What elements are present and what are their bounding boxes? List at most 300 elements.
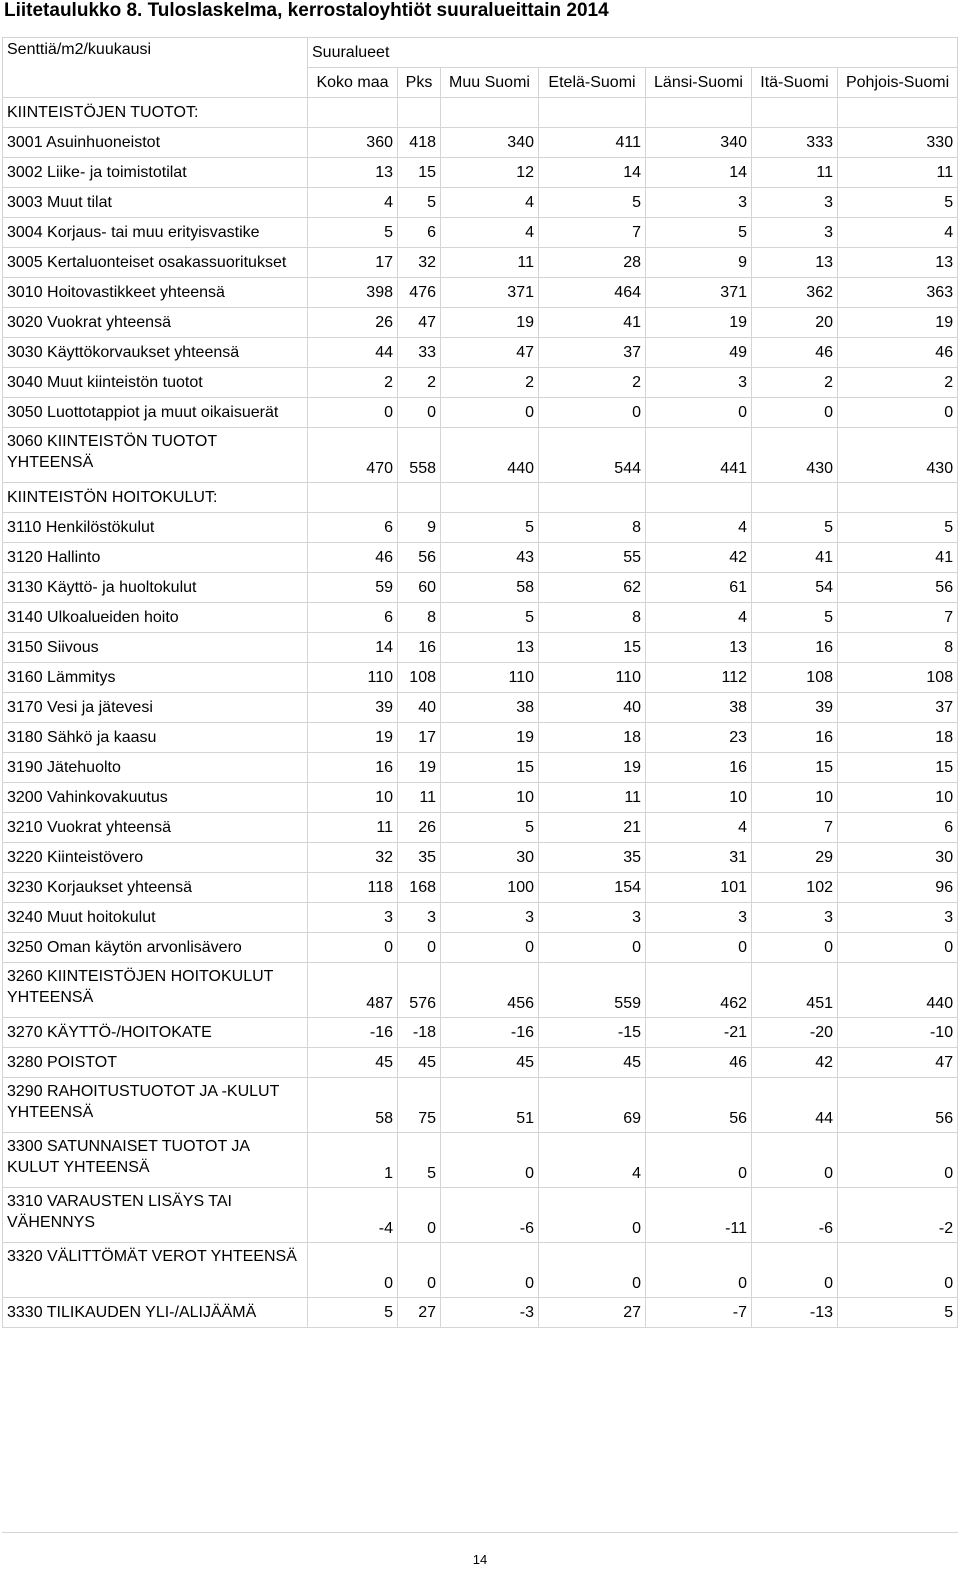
table-cell: 4 — [646, 813, 752, 843]
table-cell: 17 — [398, 723, 441, 753]
table-cell: 0 — [398, 1188, 441, 1243]
table-cell: 154 — [539, 873, 646, 903]
page-number: 14 — [472, 1552, 488, 1567]
table-cell: 7 — [539, 218, 646, 248]
row-label: 3060 KIINTEISTÖN TUOTOT YHTEENSÄ — [3, 428, 308, 483]
table-cell: 11 — [398, 783, 441, 813]
table-cell — [646, 98, 752, 128]
table-cell: 5 — [308, 1298, 398, 1328]
row-label: 3310 VARAUSTEN LISÄYS TAI VÄHENNYS — [3, 1188, 308, 1243]
table-cell: -20 — [752, 1018, 838, 1048]
row-label: 3120 Hallinto — [3, 543, 308, 573]
table-cell: 60 — [398, 573, 441, 603]
table-row — [3, 368, 958, 398]
table-row — [3, 483, 958, 513]
table-row — [3, 1078, 958, 1133]
table-cell: 0 — [441, 398, 539, 428]
table-cell: 10 — [838, 783, 958, 813]
table-cell: 10 — [308, 783, 398, 813]
income-statement-table — [2, 37, 958, 1328]
row-label: 3005 Kertaluonteiset osakassuoritukset — [3, 248, 308, 278]
table-cell: 58 — [308, 1078, 398, 1133]
table-cell: 49 — [646, 338, 752, 368]
table-cell — [398, 483, 441, 513]
table-cell: 462 — [646, 963, 752, 1018]
table-cell: 44 — [308, 338, 398, 368]
table-row — [3, 663, 958, 693]
table-cell: 56 — [646, 1078, 752, 1133]
table-cell: 0 — [838, 398, 958, 428]
table-cell: 440 — [838, 963, 958, 1018]
table-cell: 476 — [398, 278, 441, 308]
row-label: 3220 Kiinteistövero — [3, 843, 308, 873]
table-cell: 3 — [441, 903, 539, 933]
row-label: 3003 Muut tilat — [3, 188, 308, 218]
table-cell: 4 — [646, 513, 752, 543]
row-label: 3030 Käyttökorvaukset yhteensä — [3, 338, 308, 368]
unit-label: Senttiä/m2/kuukausi — [3, 38, 308, 98]
table-cell: 56 — [838, 1078, 958, 1133]
table-cell: 32 — [398, 248, 441, 278]
table-cell: 7 — [838, 603, 958, 633]
table-cell: 0 — [539, 1188, 646, 1243]
table-cell — [752, 98, 838, 128]
table-row — [3, 723, 958, 753]
table-cell: 0 — [752, 933, 838, 963]
group-label: Suuralueet — [308, 38, 958, 68]
table-cell: 8 — [539, 603, 646, 633]
table-cell: 360 — [308, 128, 398, 158]
table-row — [3, 1133, 958, 1188]
row-label: 3180 Sähkö ja kaasu — [3, 723, 308, 753]
table-cell — [441, 98, 539, 128]
table-cell: 0 — [441, 1243, 539, 1298]
table-cell: 14 — [308, 633, 398, 663]
table-cell: 45 — [539, 1048, 646, 1078]
row-label: 3170 Vesi ja jätevesi — [3, 693, 308, 723]
table-cell: -10 — [838, 1018, 958, 1048]
row-label: 3280 POISTOT — [3, 1048, 308, 1078]
table-cell: 102 — [752, 873, 838, 903]
table-cell: 0 — [308, 1243, 398, 1298]
row-label: 3290 RAHOITUSTUOTOT JA -KULUT YHTEENSÄ — [3, 1078, 308, 1133]
table-cell: 10 — [441, 783, 539, 813]
table-cell: 45 — [441, 1048, 539, 1078]
table-cell: 9 — [646, 248, 752, 278]
table-cell — [308, 98, 398, 128]
table-cell: 118 — [308, 873, 398, 903]
table-cell: -4 — [308, 1188, 398, 1243]
table-cell: 4 — [441, 188, 539, 218]
table-cell: 0 — [398, 398, 441, 428]
table-cell: 35 — [539, 843, 646, 873]
table-cell: 3 — [539, 903, 646, 933]
row-label: 3250 Oman käytön arvonlisävero — [3, 933, 308, 963]
row-label: 3050 Luottotappiot ja muut oikaisuerät — [3, 398, 308, 428]
table-cell: 0 — [646, 398, 752, 428]
table-row — [3, 218, 958, 248]
table-row — [3, 1018, 958, 1048]
table-cell: 0 — [539, 1243, 646, 1298]
table-cell: 0 — [838, 933, 958, 963]
table-row — [3, 128, 958, 158]
table-cell: 398 — [308, 278, 398, 308]
table-row — [3, 903, 958, 933]
table-cell: 13 — [646, 633, 752, 663]
table-cell: 363 — [838, 278, 958, 308]
table-cell: 487 — [308, 963, 398, 1018]
table-cell: 411 — [539, 128, 646, 158]
column-header: Itä-Suomi — [752, 68, 838, 98]
table-cell: 13 — [752, 248, 838, 278]
table-cell: 110 — [539, 663, 646, 693]
table-cell: 0 — [539, 398, 646, 428]
table-cell: 19 — [398, 753, 441, 783]
table-cell: 430 — [838, 428, 958, 483]
row-label: 3260 KIINTEISTÖJEN HOITOKULUT YHTEENSÄ — [3, 963, 308, 1018]
table-cell: 2 — [838, 368, 958, 398]
table-cell: 56 — [838, 573, 958, 603]
footer-divider — [2, 1532, 958, 1533]
table-cell: 0 — [539, 933, 646, 963]
table-cell: 11 — [441, 248, 539, 278]
table-cell: -13 — [752, 1298, 838, 1328]
table-cell: 19 — [308, 723, 398, 753]
table-cell: 5 — [838, 513, 958, 543]
table-cell: 3 — [646, 903, 752, 933]
table-cell: 0 — [398, 933, 441, 963]
table-cell: 3 — [398, 903, 441, 933]
table-cell — [539, 483, 646, 513]
table-row — [3, 308, 958, 338]
table-row — [3, 813, 958, 843]
table-cell: 69 — [539, 1078, 646, 1133]
table-cell: 41 — [752, 543, 838, 573]
row-label: 3270 KÄYTTÖ-/HOITOKATE — [3, 1018, 308, 1048]
table-row — [3, 1188, 958, 1243]
table-cell: -3 — [441, 1298, 539, 1328]
table-cell: 62 — [539, 573, 646, 603]
table-cell: 8 — [398, 603, 441, 633]
table-cell: -21 — [646, 1018, 752, 1048]
row-label: KIINTEISTÖN HOITOKULUT: — [3, 483, 308, 513]
table-cell: 19 — [539, 753, 646, 783]
table-cell: 51 — [441, 1078, 539, 1133]
table-cell: 46 — [308, 543, 398, 573]
table-row — [3, 398, 958, 428]
table-cell — [838, 483, 958, 513]
table-cell: 17 — [308, 248, 398, 278]
table-row — [3, 1243, 958, 1298]
table-cell: 59 — [308, 573, 398, 603]
table-cell: 4 — [539, 1133, 646, 1188]
table-cell: 0 — [646, 1133, 752, 1188]
table-cell: 54 — [752, 573, 838, 603]
table-cell: 4 — [308, 188, 398, 218]
table-cell: 46 — [838, 338, 958, 368]
table-cell: 5 — [752, 603, 838, 633]
column-header: Pohjois-Suomi — [838, 68, 958, 98]
row-label: 3110 Henkilöstökulut — [3, 513, 308, 543]
table-cell: 441 — [646, 428, 752, 483]
table-cell: 5 — [646, 218, 752, 248]
table-cell: 40 — [539, 693, 646, 723]
row-label: 3230 Korjaukset yhteensä — [3, 873, 308, 903]
column-header: Muu Suomi — [441, 68, 539, 98]
table-cell: 0 — [838, 1133, 958, 1188]
table-cell: 38 — [646, 693, 752, 723]
table-cell: 19 — [441, 723, 539, 753]
column-header: Pks — [398, 68, 441, 98]
table-cell: 39 — [308, 693, 398, 723]
table-cell: 108 — [752, 663, 838, 693]
table-cell: 11 — [838, 158, 958, 188]
table-cell: -7 — [646, 1298, 752, 1328]
column-header: Länsi-Suomi — [646, 68, 752, 98]
table-cell: -18 — [398, 1018, 441, 1048]
table-cell: 8 — [838, 633, 958, 663]
table-cell: 11 — [308, 813, 398, 843]
table-row — [3, 543, 958, 573]
row-label: 3300 SATUNNAISET TUOTOT JA KULUT YHTEENSÄ — [3, 1133, 308, 1188]
table-cell: 38 — [441, 693, 539, 723]
table-row — [3, 248, 958, 278]
table-cell: 371 — [646, 278, 752, 308]
table-cell: 440 — [441, 428, 539, 483]
table-cell: 61 — [646, 573, 752, 603]
table-cell: 333 — [752, 128, 838, 158]
table-cell: 26 — [398, 813, 441, 843]
table-cell — [752, 483, 838, 513]
table-cell: 6 — [308, 513, 398, 543]
table-cell: 6 — [398, 218, 441, 248]
table-cell: 4 — [441, 218, 539, 248]
table-cell: 5 — [398, 1133, 441, 1188]
table-cell: 21 — [539, 813, 646, 843]
table-cell: 27 — [398, 1298, 441, 1328]
table-cell: 14 — [646, 158, 752, 188]
table-cell: 42 — [752, 1048, 838, 1078]
table-cell: 10 — [646, 783, 752, 813]
table-body — [3, 98, 958, 1328]
table-cell: 42 — [646, 543, 752, 573]
table-cell: 0 — [441, 933, 539, 963]
table-cell: 46 — [646, 1048, 752, 1078]
row-label: 3010 Hoitovastikkeet yhteensä — [3, 278, 308, 308]
table-row — [3, 158, 958, 188]
table-cell: 30 — [441, 843, 539, 873]
table-row — [3, 1048, 958, 1078]
table-row — [3, 753, 958, 783]
table-cell: 5 — [398, 188, 441, 218]
table-cell: 13 — [838, 248, 958, 278]
table-cell: 9 — [398, 513, 441, 543]
table-cell: -16 — [308, 1018, 398, 1048]
table-cell: 28 — [539, 248, 646, 278]
table-cell: 2 — [398, 368, 441, 398]
table-row — [3, 1298, 958, 1328]
table-cell: 0 — [308, 398, 398, 428]
table-cell: 5 — [441, 513, 539, 543]
table-cell: 3 — [646, 188, 752, 218]
table-cell: 16 — [752, 723, 838, 753]
table-cell: 16 — [646, 753, 752, 783]
table-cell: 15 — [441, 753, 539, 783]
table-cell: 14 — [539, 158, 646, 188]
table-cell: -6 — [441, 1188, 539, 1243]
page-title: Liitetaulukko 8. Tuloslaskelma, kerrostaloyhtiöt suuralueittain 2014 — [4, 0, 609, 21]
table-cell: 340 — [441, 128, 539, 158]
table-cell: -16 — [441, 1018, 539, 1048]
table-cell: -6 — [752, 1188, 838, 1243]
table-cell: 3 — [752, 218, 838, 248]
table-cell: 16 — [308, 753, 398, 783]
table-cell: 37 — [838, 693, 958, 723]
table-cell: 464 — [539, 278, 646, 308]
table-cell: 100 — [441, 873, 539, 903]
table-cell: 8 — [539, 513, 646, 543]
table-row — [3, 933, 958, 963]
table-cell: 29 — [752, 843, 838, 873]
table-cell: 5 — [838, 188, 958, 218]
table-cell: 13 — [308, 158, 398, 188]
table-cell: 96 — [838, 873, 958, 903]
row-label: 3004 Korjaus- tai muu erityisvastike — [3, 218, 308, 248]
table-cell: 15 — [838, 753, 958, 783]
row-label: 3130 Käyttö- ja huoltokulut — [3, 573, 308, 603]
table-cell: 5 — [441, 603, 539, 633]
row-label: 3240 Muut hoitokulut — [3, 903, 308, 933]
table-cell: 47 — [441, 338, 539, 368]
table-cell: 15 — [539, 633, 646, 663]
row-label: 3160 Lämmitys — [3, 663, 308, 693]
table-row — [3, 843, 958, 873]
table-cell: 45 — [308, 1048, 398, 1078]
table-cell: 19 — [838, 308, 958, 338]
table-cell: 47 — [838, 1048, 958, 1078]
table-cell: 1 — [308, 1133, 398, 1188]
table-row — [3, 963, 958, 1018]
table-cell: 0 — [398, 1243, 441, 1298]
table-cell: 75 — [398, 1078, 441, 1133]
table-cell: 576 — [398, 963, 441, 1018]
table-cell: -11 — [646, 1188, 752, 1243]
table-cell: 430 — [752, 428, 838, 483]
table-cell: 451 — [752, 963, 838, 1018]
table-cell: -2 — [838, 1188, 958, 1243]
table-cell: 168 — [398, 873, 441, 903]
table-cell: 371 — [441, 278, 539, 308]
table-cell: 2 — [308, 368, 398, 398]
table-cell: 26 — [308, 308, 398, 338]
table-cell: 44 — [752, 1078, 838, 1133]
table-row — [3, 603, 958, 633]
row-label: KIINTEISTÖJEN TUOTOT: — [3, 98, 308, 128]
table-cell — [539, 98, 646, 128]
table-cell: 418 — [398, 128, 441, 158]
table-cell: 108 — [838, 663, 958, 693]
table-cell: 340 — [646, 128, 752, 158]
table-cell: 41 — [838, 543, 958, 573]
row-label: 3001 Asuinhuoneistot — [3, 128, 308, 158]
table-cell: 2 — [752, 368, 838, 398]
table-cell: 27 — [539, 1298, 646, 1328]
table-cell: 456 — [441, 963, 539, 1018]
row-label: 3200 Vahinkovakuutus — [3, 783, 308, 813]
table-cell: 0 — [838, 1243, 958, 1298]
table-cell: 5 — [441, 813, 539, 843]
table-cell: 33 — [398, 338, 441, 368]
table-cell: 544 — [539, 428, 646, 483]
table-cell: 12 — [441, 158, 539, 188]
table-row — [3, 633, 958, 663]
table-cell: 11 — [539, 783, 646, 813]
table-row — [3, 188, 958, 218]
table-cell: 19 — [441, 308, 539, 338]
table-cell: 23 — [646, 723, 752, 753]
table-cell: 110 — [308, 663, 398, 693]
table-row — [3, 783, 958, 813]
table-cell: 18 — [838, 723, 958, 753]
row-label: 3330 TILIKAUDEN YLI-/ALIJÄÄMÄ — [3, 1298, 308, 1328]
table-cell: 4 — [838, 218, 958, 248]
table-cell: 3 — [308, 903, 398, 933]
table-cell: 15 — [752, 753, 838, 783]
table-row — [3, 573, 958, 603]
table-cell: 470 — [308, 428, 398, 483]
table-cell: 11 — [752, 158, 838, 188]
table-cell: 108 — [398, 663, 441, 693]
table-row — [3, 98, 958, 128]
table-cell: 101 — [646, 873, 752, 903]
table-cell: 10 — [752, 783, 838, 813]
table-cell: 40 — [398, 693, 441, 723]
table-cell: 0 — [646, 1243, 752, 1298]
column-header: Koko maa — [308, 68, 398, 98]
row-label: 3020 Vuokrat yhteensä — [3, 308, 308, 338]
table-cell — [441, 483, 539, 513]
table-cell: 5 — [752, 513, 838, 543]
row-label: 3140 Ulkoalueiden hoito — [3, 603, 308, 633]
table-cell: 3 — [752, 188, 838, 218]
table-cell: 32 — [308, 843, 398, 873]
table-cell: 0 — [752, 1133, 838, 1188]
table-cell — [646, 483, 752, 513]
table-cell: 4 — [646, 603, 752, 633]
table-cell: 20 — [752, 308, 838, 338]
table-cell — [308, 483, 398, 513]
table-cell: 559 — [539, 963, 646, 1018]
table-cell: 5 — [539, 188, 646, 218]
table-cell: 46 — [752, 338, 838, 368]
row-label: 3190 Jätehuolto — [3, 753, 308, 783]
table-cell: 55 — [539, 543, 646, 573]
table-row — [3, 278, 958, 308]
table-cell: 558 — [398, 428, 441, 483]
table-cell: 6 — [838, 813, 958, 843]
table-cell: 37 — [539, 338, 646, 368]
table-cell: 0 — [441, 1133, 539, 1188]
row-label: 3210 Vuokrat yhteensä — [3, 813, 308, 843]
row-label: 3150 Siivous — [3, 633, 308, 663]
table-cell: 41 — [539, 308, 646, 338]
column-header: Etelä-Suomi — [539, 68, 646, 98]
table-cell: 2 — [441, 368, 539, 398]
table-cell: 362 — [752, 278, 838, 308]
table-cell: 43 — [441, 543, 539, 573]
table-cell: 3 — [838, 903, 958, 933]
table-cell: 31 — [646, 843, 752, 873]
